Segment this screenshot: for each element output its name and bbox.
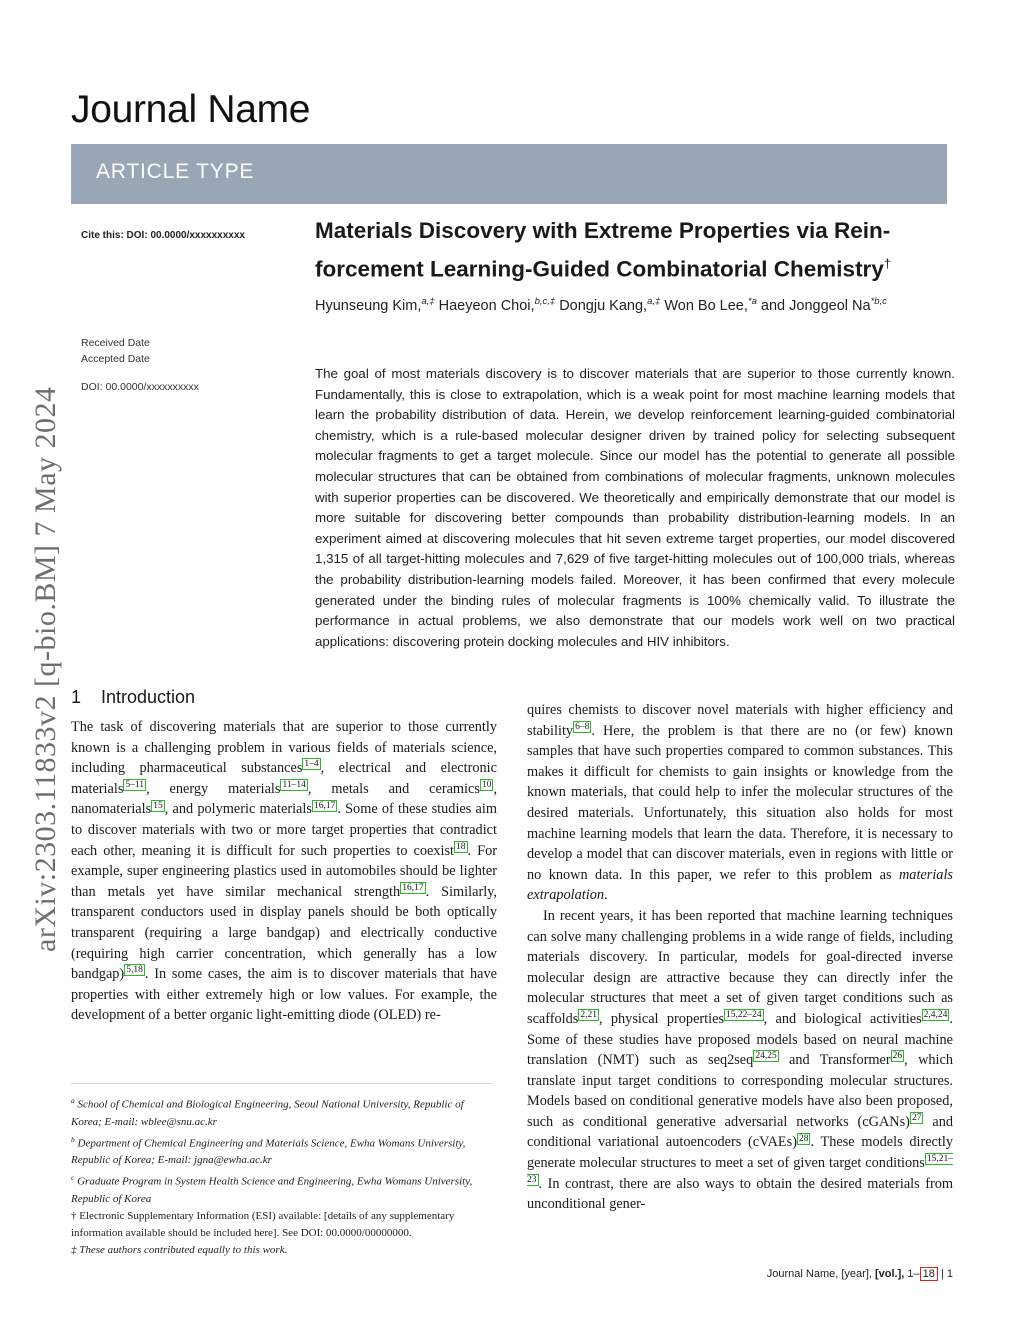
citation-link[interactable]: 5,18 [126, 965, 143, 976]
title-line-1: Materials Discovery with Extreme Properties via Rein- [315, 218, 891, 243]
page-footer [767, 1268, 953, 1280]
article-type-label: ARTICLE TYPE [96, 160, 255, 183]
journal-name: Journal Name [71, 88, 311, 131]
author-name: Hyunseung Kim, [315, 297, 422, 314]
citation-link[interactable]: 15 [153, 800, 163, 811]
author-name: and Jonggeol Na [756, 297, 871, 314]
citation-link[interactable]: 24,25 [755, 1051, 777, 1062]
footer-volume: [vol.], [875, 1268, 905, 1280]
arxiv-side-stamp[interactable]: arXiv:2303.11833v2 [q-bio.BM] 7 May 2024 [29, 386, 62, 952]
title-line-2: forcement Learning-Guided Combinatorial Chemistry [315, 256, 884, 282]
paragraph: The task of discovering materials that are superior to those currently known is a challenging problem in various fields of materials science, including pharmaceutical substances $^{1-4}$ , electrical and electronic materials $^{5-11}$ , energy materials $^{11-14}$ , metals and ceramics $^{10}$ , nanomaterials $^{15}$ , and polymeric materials $^{16,17}$ . Some of these studies aim to discover materials with two or more target properties that contradict each other, meaning it is difficult for such properties to coexist $^{18}$ . For example, super engineering plastics used in automobiles should be lighter than metals yet have similar mechanical strength $^{16,17}$ . Similarly, transparent conductors used in display panels should be both optically transparent (requiring a large bandgap) and electrically conductive (requiring high carrier concentration, which generally has a low bandgap) $^{5,18}$ . In some cases, the aim is to discover materials that have properties with either extremely high or low values. For example, the development of a better organic light-emitting diode (OLED) re- [71, 719, 498, 1024]
author-affiliation[interactable]: b,c,‡ [534, 296, 556, 307]
footnote-equal-contribution: ‡ These authors contributed equally to this work. [71, 1243, 288, 1256]
footnote-divider [71, 1083, 493, 1084]
cite-doi: Cite this: DOI: 00.0000/xxxxxxxxxx [81, 230, 245, 241]
section-number: 1 [71, 687, 82, 707]
author-name: Haeyeon Choi, [434, 297, 535, 314]
citation-link[interactable]: 18 [456, 841, 466, 852]
author-affiliation[interactable]: a,‡ [647, 296, 661, 307]
accepted-date: Accepted Date [81, 353, 150, 365]
received-accepted-dates [81, 335, 150, 367]
citation-link[interactable]: 2,21 [580, 1010, 597, 1021]
footer-last-page-link[interactable]: 18 [920, 1267, 938, 1281]
citation-link[interactable]: 5–11 [125, 780, 145, 791]
citation-link[interactable]: 6–8 [575, 721, 590, 732]
author-list [315, 296, 957, 314]
paper-title [315, 214, 957, 286]
paragraph: quires chemists to discover novel materials with higher efficiency and stability $^{6-8}$ . Here, the problem is that there are no (or few) known samples that have such properties compared to common substances. This makes it difficult for chemists to gain insights or knowledge from the known materials, that could help to infer the molecular structures of the desired materials. Unfortunately, this situation also holds for most machine learning models that learn the data. Therefore, it is necessary to develop a model that can discover materials, even in regions with little or no known data. In this paper, we refer to this problem as materials extrapolation. [527, 702, 953, 904]
section-title: Introduction [101, 687, 196, 707]
received-date: Received Date [81, 337, 150, 349]
body-column-left [71, 717, 497, 1026]
citation-link[interactable]: 2,4,24 [923, 1010, 948, 1021]
page-number: 1 [946, 1268, 953, 1280]
footnote-affiliation-c: $^c$ Graduate Program in System Health Science and Engineering, Ewha Womans University, Republic of Korea [71, 1173, 473, 1205]
citation-link[interactable]: 16,17 [313, 800, 336, 811]
emphasis-term: materials extrapolation [527, 866, 953, 904]
author-name: Won Bo Lee, [660, 297, 748, 314]
section-heading-introduction [71, 687, 195, 708]
footnotes [71, 1092, 497, 1259]
citation-link[interactable]: 28 [798, 1133, 809, 1144]
body-column-right [527, 700, 953, 1215]
footer-separator: | [937, 1268, 947, 1280]
abstract: The goal of most materials discovery is to discover materials that are superior to those currently known. Fundamentally, this is close to extrapolation, which is a weak point for most machine learning models that learn the probability distribution of data. Herein, we develop reinforcement learning-guided combinatorial chemistry, which is a rule-based molecular designer driven by trained policy for selecting subsequent molecular fragments to get a target molecule. Since our model has the potential to generate all possible molecular structures that can be obtained from combinations of molecular fragments, unknown molecules with superior properties can be discovered. We theoretically and empirically demonstrate that our model is more suitable for discovering better compounds than probability distribution-learning models. In an experiment aimed at discovering molecules that hit seven extreme target properties, our model discovered 1,315 of all target-hitting molecules and 7,629 of five target-hitting molecules out of 100,000 trials, whereas the probability distribution-learning models failed. Moreover, it has been confirmed that every molecule generated under the binding rules of molecular fragments is 100% chemically valid. To illustrate the performance in actual problems, we also demonstrate that our models work well on two practical applications: discovering protein docking molecules and HIV inhibitors. [315, 366, 955, 649]
article-doi[interactable]: DOI: 00.0000/xxxxxxxxxx [81, 381, 199, 393]
citation-link[interactable]: 26 [892, 1051, 903, 1062]
paragraph: In recent years, it has been reported that machine learning techniques can solve many challenging problems in a wide range of fields, including materials discovery. In particular, models for goal-directed inverse molecular design are attractive because they can directly infer the molecular structures that meet a set of given target conditions such as scaffolds $^{2,21}$ , physical properties $^{15,22-24}$ , and biological activities $^{2,4,24}$ . Some of these studies have proposed models based on neural machine translation (NMT) such as seq2seq $^{24,25}$ and Transformer $^{26}$ , which translate input target conditions to corresponding molecular structures. Models based on conditional generative models have also been proposed, such as conditional generative adversarial networks (cGANs) $^{27}$ and conditional variational autoencoders (cVAEs) $^{28}$ . These models directly generate molecular structures to meet a set of given target conditions $^{15,21-23}$ . In contrast, there are also ways to obtain the desired materials from unconditional gener- [527, 907, 954, 1213]
citation-link[interactable]: 27 [911, 1113, 922, 1124]
article-type-banner [71, 144, 947, 204]
footnote-affiliation-b: $^b$ Department of Chemical Engineering and Materials Science, Ewha Womans University, Republic of Korea; E-mail: jgna@ewha.ac.kr [71, 1134, 466, 1167]
citation-link[interactable]: 11–14 [282, 780, 306, 791]
author-name: Dongju Kang, [555, 297, 648, 314]
footer-journal: Journal Name, [year], [766, 1268, 875, 1280]
footnote-affiliation-a: $^a$ School of Chemical and Biological Engineering, Seoul National University, Republic of Korea; E-mail: wblee@snu.ac.kr [71, 1096, 464, 1128]
author-affiliation[interactable]: a,‡ [421, 296, 435, 307]
footnote-esi: † Electronic Supplementary Information (ESI) available: [details of any supplementary information available should be included here]. See DOI: 00.0000/00000000. [71, 1209, 455, 1239]
author-affiliation[interactable]: *b,c [870, 296, 887, 307]
citation-link[interactable]: 15,22–24 [726, 1010, 762, 1021]
citation-link[interactable]: 1–4 [304, 759, 319, 770]
citation-link[interactable]: 16,17 [402, 882, 424, 893]
footer-pages-start: 1– [904, 1268, 920, 1280]
author-affiliation[interactable]: *a [747, 296, 757, 307]
citation-link[interactable]: 15,21–23 [527, 1154, 953, 1185]
title-footnote-mark[interactable]: † [883, 256, 892, 271]
citation-link[interactable]: 10 [481, 780, 492, 791]
